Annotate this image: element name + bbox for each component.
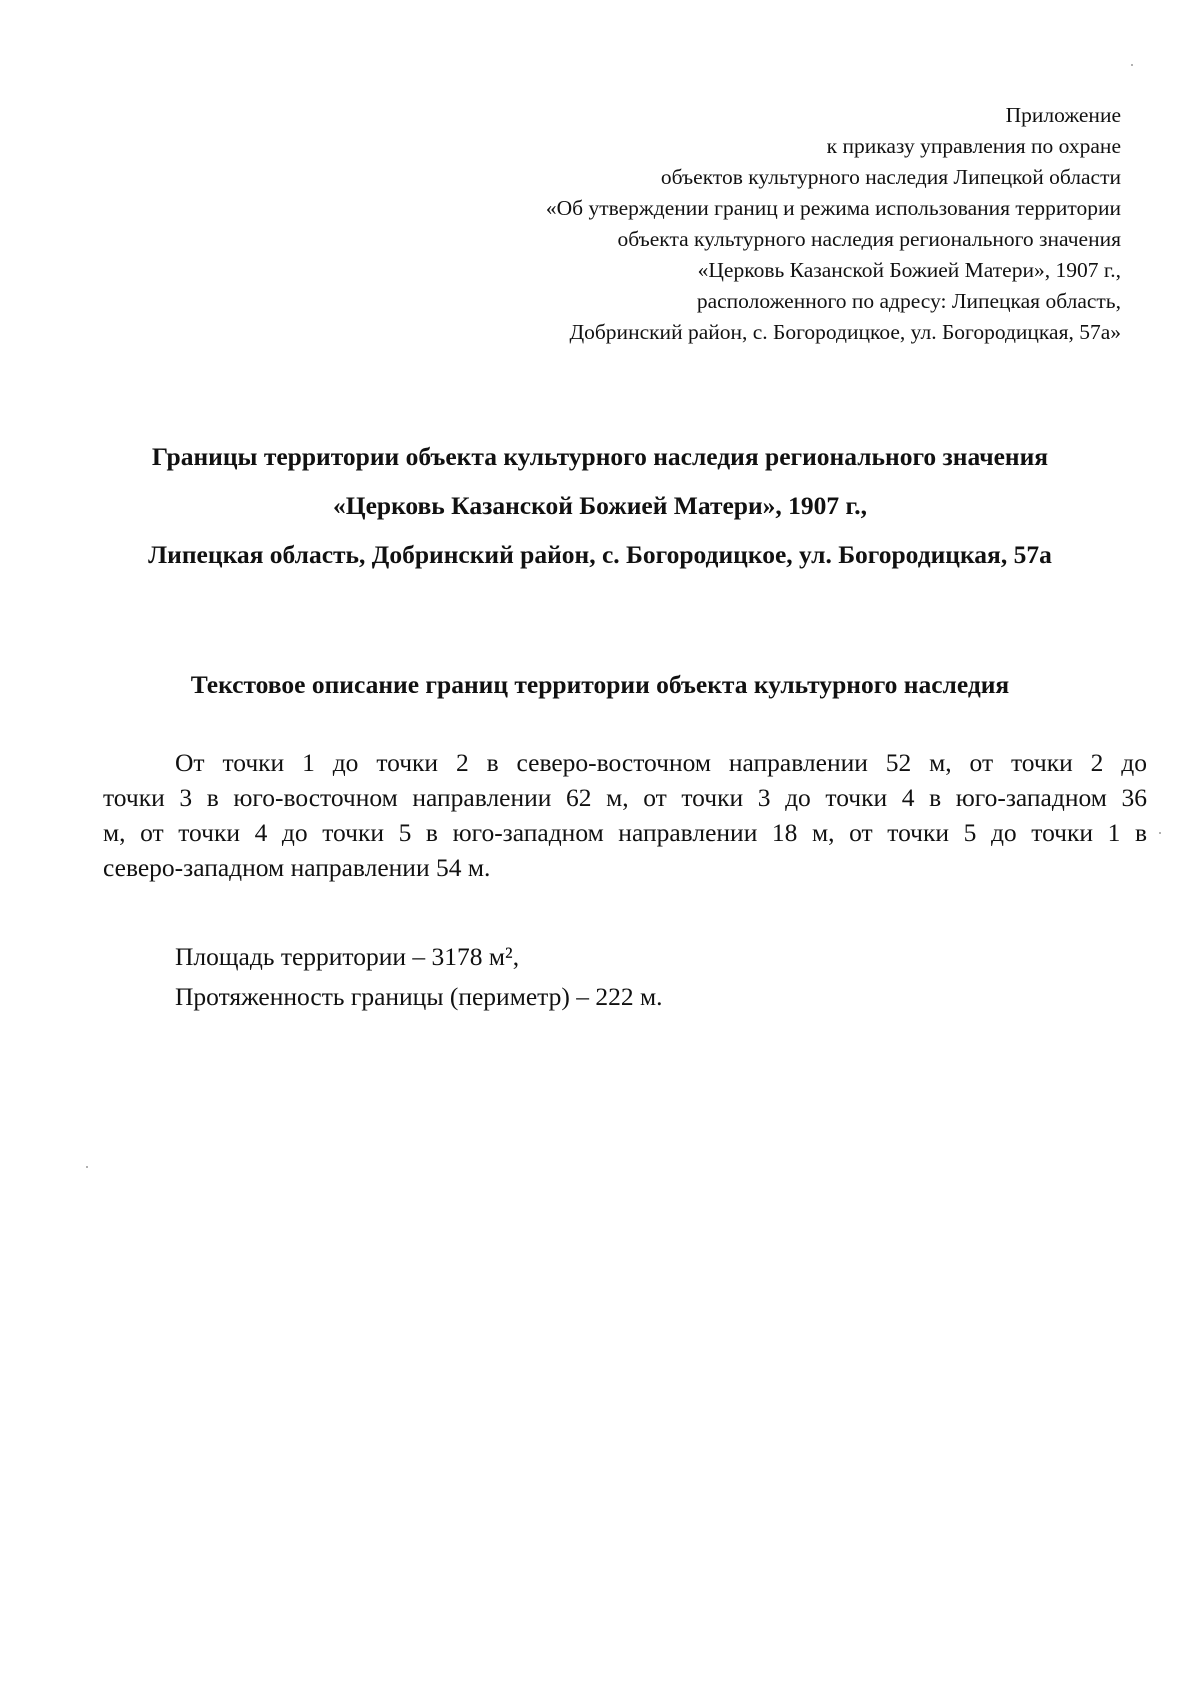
appendix-line: «Церковь Казанской Божией Матери», 1907 г., [697,258,1121,282]
area-value: Площадь территории – 3178 м², [175,942,520,971]
section-heading: Текстовое описание границ территории объекта культурного наследия [190,670,1010,699]
scan-speck [1159,832,1161,834]
perimeter-value: Протяженность границы (периметр) – 222 м. [175,982,663,1011]
appendix-line: к приказу управления по охране [826,134,1121,158]
description-line: От точки 1 до точки 2 в северо-восточном направлении 52 м, от точки 2 до [175,748,1147,777]
appendix-line: расположенного по адресу: Липецкая область, [696,289,1121,313]
scan-speck [1131,64,1133,66]
appendix-header [361,100,1121,348]
territory-stats [175,937,662,1017]
appendix-line: Приложение [1005,103,1121,127]
description-line: точки 3 в юго-восточном направлении 62 м, от точки 3 до точки 4 в юго-западном 36 [103,783,1147,812]
appendix-line: объектов культурного наследия Липецкой области [660,165,1121,189]
title-line: «Церковь Казанской Божией Матери», 1907 г., [332,491,868,520]
description-line: м, от точки 4 до точки 5 в юго-западном направлении 18 м, от точки 5 до точки 1 в [103,818,1147,847]
boundary-description [103,745,1147,885]
scan-speck [86,1166,88,1168]
description-line: северо-западном направлении 54 м. [103,853,491,882]
appendix-line: Добринский район, с. Богородицкое, ул. Богородицкая, 57а» [569,320,1121,344]
appendix-line: объекта культурного наследия регионального значения [617,227,1121,251]
title-line: Границы территории объекта культурного наследия регионального значения [151,442,1049,471]
document-title [60,432,1140,579]
appendix-line: «Об утверждении границ и режима использования территории [545,196,1121,220]
title-line: Липецкая область, Добринский район, с. Богородицкое, ул. Богородицкая, 57а [148,540,1052,569]
